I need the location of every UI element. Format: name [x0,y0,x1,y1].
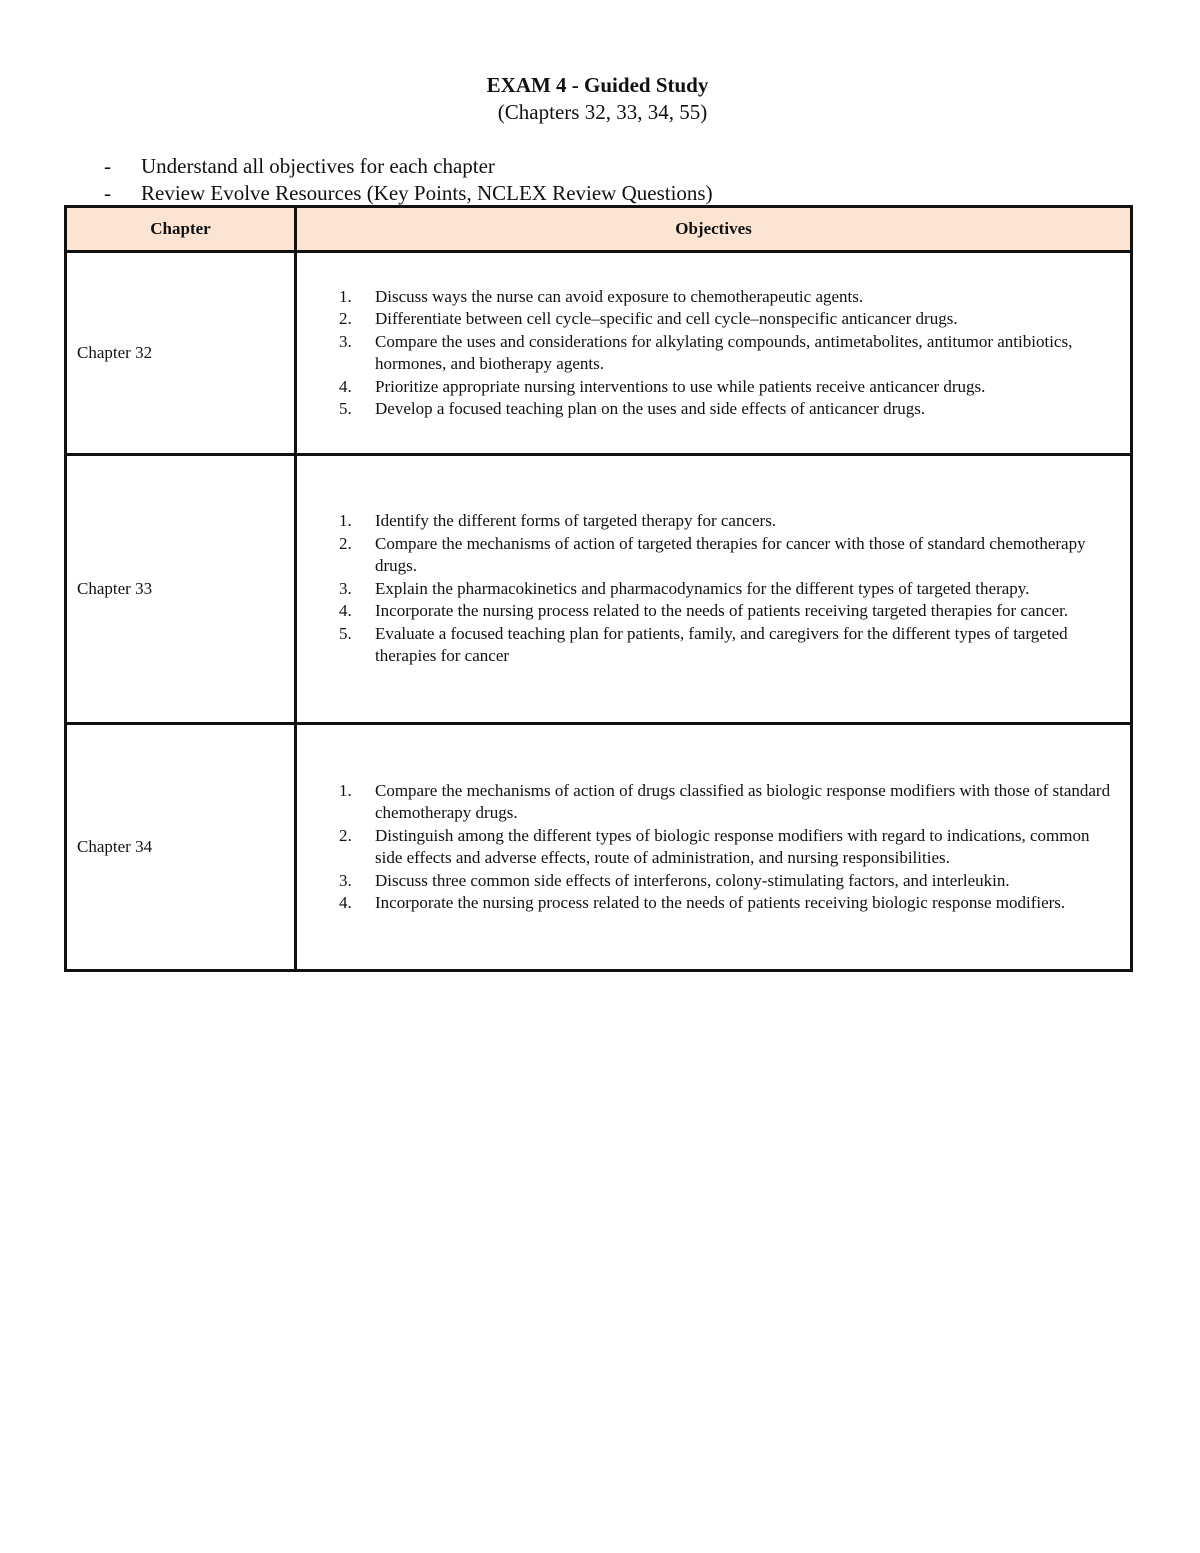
objective-item [297,533,1130,578]
objectives-cell [296,724,1132,971]
objective-list [297,286,1130,421]
objective-text: Compare the mechanisms of action of targeted therapies for cancer with those of standard chemotherapy drugs. [375,533,1086,576]
objective-text: Differentiate between cell cycle–specific and cell cycle–nonspecific anticancer drugs. [375,309,958,328]
objective-text: Compare the mechanisms of action of drugs classified as biologic response modifiers with those of standard chemotherapy drugs. [375,780,1111,822]
instruction-item [104,153,713,180]
objective-text: Evaluate a focused teaching plan for patients, family, and caregivers for the different types of targeted therapies for cancer [375,623,1068,666]
chapter-cell: Chapter 34 [66,724,296,971]
objective-number: 1. [339,286,352,306]
header-objectives: Objectives [296,207,1132,252]
objective-text: Incorporate the nursing process related to the needs of patients receiving biologic response modifiers. [375,893,1066,912]
objective-item [297,398,1130,421]
objective-number: 4. [339,893,352,912]
objectives-cell [296,455,1132,724]
document-title: EXAM 4 - Guided Study [486,73,709,97]
objectives-cell [296,252,1132,455]
table-header-row [66,207,1132,252]
objective-number: 5. [339,399,352,418]
instruction-text: Review Evolve Resources (Key Points, NCLEX Review Questions) [141,181,713,205]
objective-item [297,510,1130,533]
objective-item [297,870,1130,893]
objective-number: 3. [339,870,352,890]
objective-text: Discuss ways the nurse can avoid exposure to chemotherapeutic agents. [375,286,864,306]
bullet-dash: - [104,154,111,178]
objectives-table [64,205,1133,972]
objective-list [297,510,1130,668]
objective-number: 4. [339,601,352,621]
objective-item [297,376,1130,399]
objective-number: 4. [339,376,352,396]
objective-text: Compare the uses and considerations for alkylating compounds, antimetabolites, antitumor antibiotics, hormones, and biotherapy agents. [375,331,1073,373]
document-subtitle: (Chapters 32, 33, 34, 55) [497,100,708,124]
objective-item [297,892,1130,915]
objective-item [297,780,1130,825]
objective-item [297,308,1130,331]
objective-text: Discuss three common side effects of interferons, colony-stimulating factors, and interleukin. [375,870,1010,890]
instruction-text: Understand all objectives for each chapter [141,154,495,178]
objective-text: Distinguish among the different types of biologic response modifiers with regard to indications, common side effects and adverse effects, route of administration, and nursing responsibilities. [375,825,1090,867]
bullet-dash: - [104,181,111,205]
objective-text: Develop a focused teaching plan on the uses and side effects of anticancer drugs. [375,399,926,418]
objective-number: 3. [339,578,352,598]
table-row [66,252,1132,455]
instruction-item [104,180,713,207]
objective-item [297,623,1130,668]
objective-number: 5. [339,623,352,643]
objective-item [297,286,1130,309]
objective-text: Explain the pharmacokinetics and pharmacodynamics for the different types of targeted therapy. [375,578,1030,598]
table-row [66,455,1132,724]
objective-list [297,780,1130,915]
objective-text: Prioritize appropriate nursing interventions to use while patients receive anticancer drugs. [375,376,986,396]
objective-number: 2. [339,825,352,845]
objective-number: 2. [339,309,352,328]
objective-number: 3. [339,331,352,351]
objective-item [297,578,1130,601]
objective-item [297,600,1130,623]
table-row [66,724,1132,971]
chapter-cell: Chapter 33 [66,455,296,724]
objective-item [297,331,1130,376]
objective-text: Incorporate the nursing process related to the needs of patients receiving targeted therapies for cancer. [375,601,1069,621]
objective-number: 2. [339,533,352,553]
instruction-list [104,153,713,207]
objective-number: 1. [339,780,352,800]
header-chapter: Chapter [66,207,296,252]
objective-number: 1. [339,511,352,531]
objective-item [297,825,1130,870]
objective-text: Identify the different forms of targeted therapy for cancers. [375,511,777,531]
chapter-cell: Chapter 32 [66,252,296,455]
